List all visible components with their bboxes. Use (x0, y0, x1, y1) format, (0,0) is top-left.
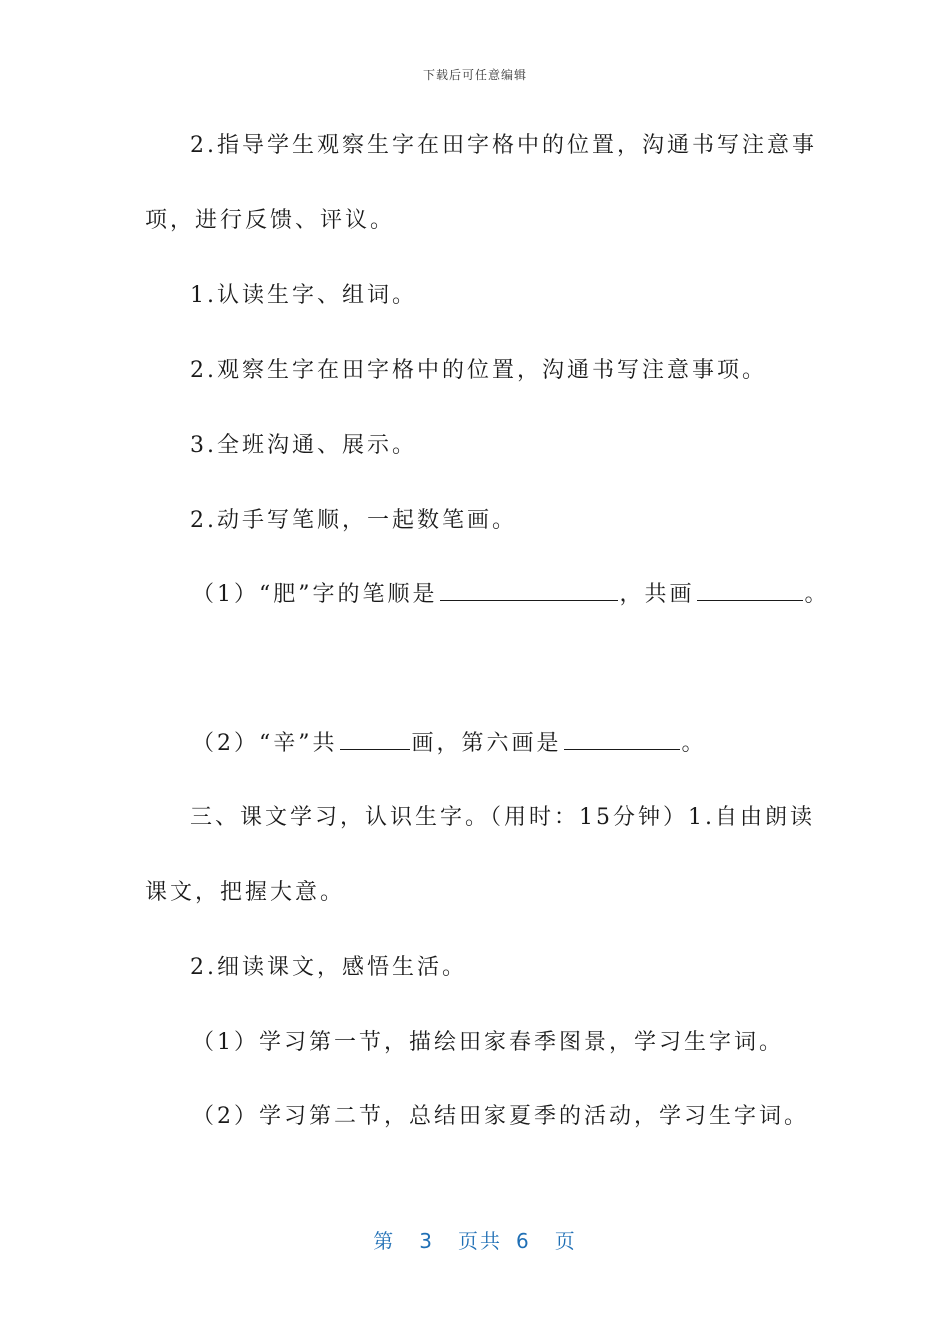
exercise-1-end: 。 (804, 582, 830, 607)
text-line-4: 2.观察生字在田字格中的位置，沟通书写注意事项。 (190, 358, 767, 383)
exercise-line-1 (192, 580, 830, 610)
exercise-2-middle: 画，第六画是 (411, 731, 562, 756)
exercise-1-middle: ，共画 (619, 582, 695, 607)
text-line-13: （2）学习第二节，总结田家夏季的活动，学习生字词。 (192, 1104, 809, 1129)
exercise-2-end: 。 (681, 731, 707, 756)
exercise-1-prompt: （1）“肥”字的笔顺是 (192, 582, 438, 607)
text-line-2: 项，进行反馈、评议。 (145, 208, 396, 233)
stroke-order-blank[interactable] (440, 580, 618, 601)
text-line-5: 3.全班沟通、展示。 (190, 433, 417, 458)
text-line-10: 课文，把握大意。 (145, 880, 346, 905)
exercise-line-2 (192, 729, 707, 759)
footer-middle: 页共 (458, 1229, 502, 1253)
stroke-count-blank[interactable] (697, 580, 803, 601)
footer-suffix: 页 (554, 1229, 577, 1253)
text-line-11: 2.细读课文，感悟生活。 (190, 955, 467, 980)
text-line-6: 2.动手写笔顺，一起数笔画。 (190, 508, 517, 533)
exercise-2-prompt: （2）“辛”共 (192, 731, 338, 756)
text-line-3: 1.认读生字、组词。 (190, 283, 417, 308)
footer-current-page: 3 (419, 1229, 434, 1253)
page-footer (0, 1225, 950, 1254)
sixth-stroke-blank[interactable] (564, 729, 680, 750)
footer-total-pages: 6 (516, 1229, 531, 1253)
page-header: 下载后可任意编辑 (422, 68, 527, 82)
text-line-1: 2.指导学生观察生字在田字格中的位置，沟通书写注意事 (190, 133, 817, 158)
footer-prefix: 第 (373, 1229, 396, 1253)
stroke-total-blank[interactable] (340, 729, 410, 750)
text-line-12: （1）学习第一节，描绘田家春季图景，学习生字词。 (192, 1030, 784, 1055)
text-line-9: 三、课文学习，认识生字。（用时：15分钟）1.自由朗读 (190, 805, 815, 830)
